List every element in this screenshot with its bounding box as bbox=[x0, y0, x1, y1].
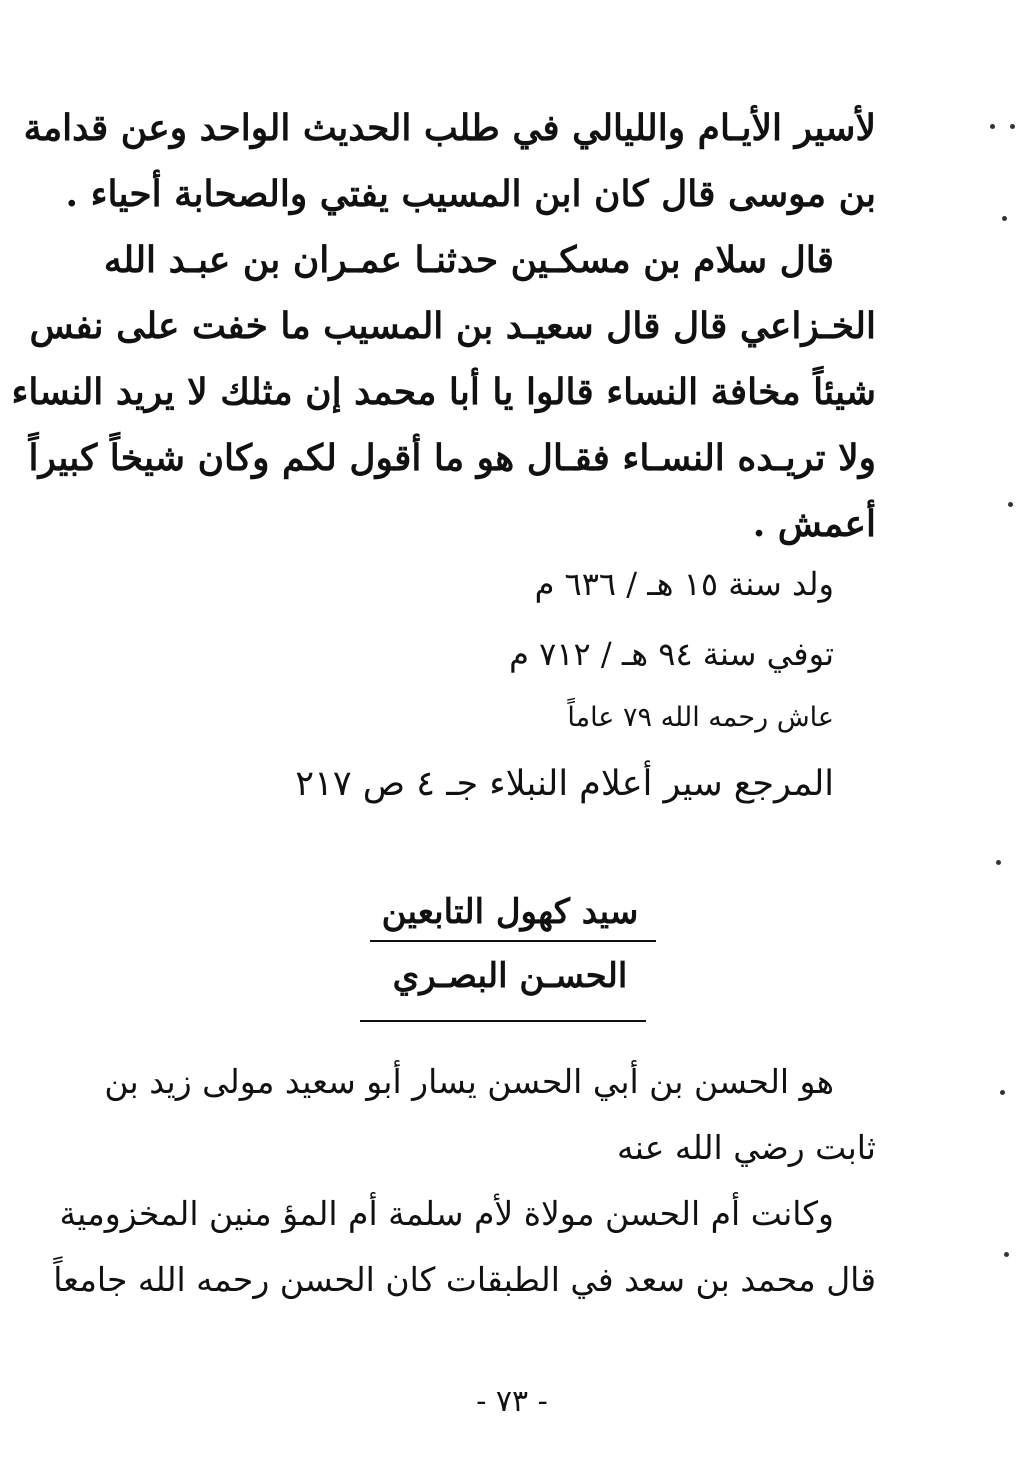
text-line: لأسير الأيـام والليالي في طلب الحديث الواحد وعن قدامة bbox=[23, 107, 876, 149]
reference-info: المرجع سير أعلام النبلاء جـ ٤ ص ٢١٧ bbox=[295, 764, 834, 804]
text-line: أعمش . bbox=[752, 503, 876, 545]
scan-speck bbox=[1008, 502, 1013, 507]
text-line: ولا تريـده النسـاء فقـال هو ما أقول لكم وكان شيخاً كبيراً bbox=[28, 437, 876, 479]
text-line: قال محمد بن سعد في الطبقات كان الحسن رحمه الله جامعاً bbox=[53, 1260, 876, 1299]
scan-speck bbox=[990, 124, 995, 129]
death-info: توفي سنة ٩٤ هـ / ٧١٢ م bbox=[509, 635, 834, 673]
section-title: سيد كهول التابعين bbox=[381, 892, 639, 932]
scan-speck bbox=[1010, 124, 1015, 129]
text-line: قال سلام بن مسكـين حدثنـا عمـران بن عبـد الله bbox=[103, 239, 834, 281]
birth-info: ولد سنة ١٥ هـ / ٦٣٦ م bbox=[534, 565, 834, 603]
text-line: وكانت أم الحسن مولاة لأم سلمة أم المؤ منين المخزومية bbox=[59, 1194, 834, 1233]
lifespan-info: عاش رحمه الله ٧٩ عاماً bbox=[567, 702, 834, 733]
scan-speck bbox=[1000, 1090, 1005, 1095]
scan-speck bbox=[1002, 216, 1007, 221]
text-line: هو الحسن بن أبي الحسن يسار أبو سعيد مولى زيد بن bbox=[104, 1062, 834, 1101]
name-divider bbox=[360, 1020, 646, 1022]
text-line: شيئاً مخافة النساء قالوا يا أبا محمد إن مثلك لا يريد النساء bbox=[11, 371, 876, 413]
title-divider bbox=[370, 940, 656, 942]
text-line: الخـزاعي قال قال سعيـد بن المسيب ما خفت على نفس bbox=[29, 305, 876, 347]
person-name: الحسـن البصـري bbox=[392, 956, 628, 996]
text-line: بن موسى قال كان ابن المسيب يفتي والصحابة أحياء . bbox=[65, 173, 876, 215]
text-line: ثابت رضي الله عنه bbox=[617, 1128, 876, 1167]
scan-speck bbox=[996, 860, 1001, 865]
page-number: - ٧٣ - bbox=[476, 1384, 548, 1419]
scan-speck bbox=[1004, 1252, 1009, 1257]
